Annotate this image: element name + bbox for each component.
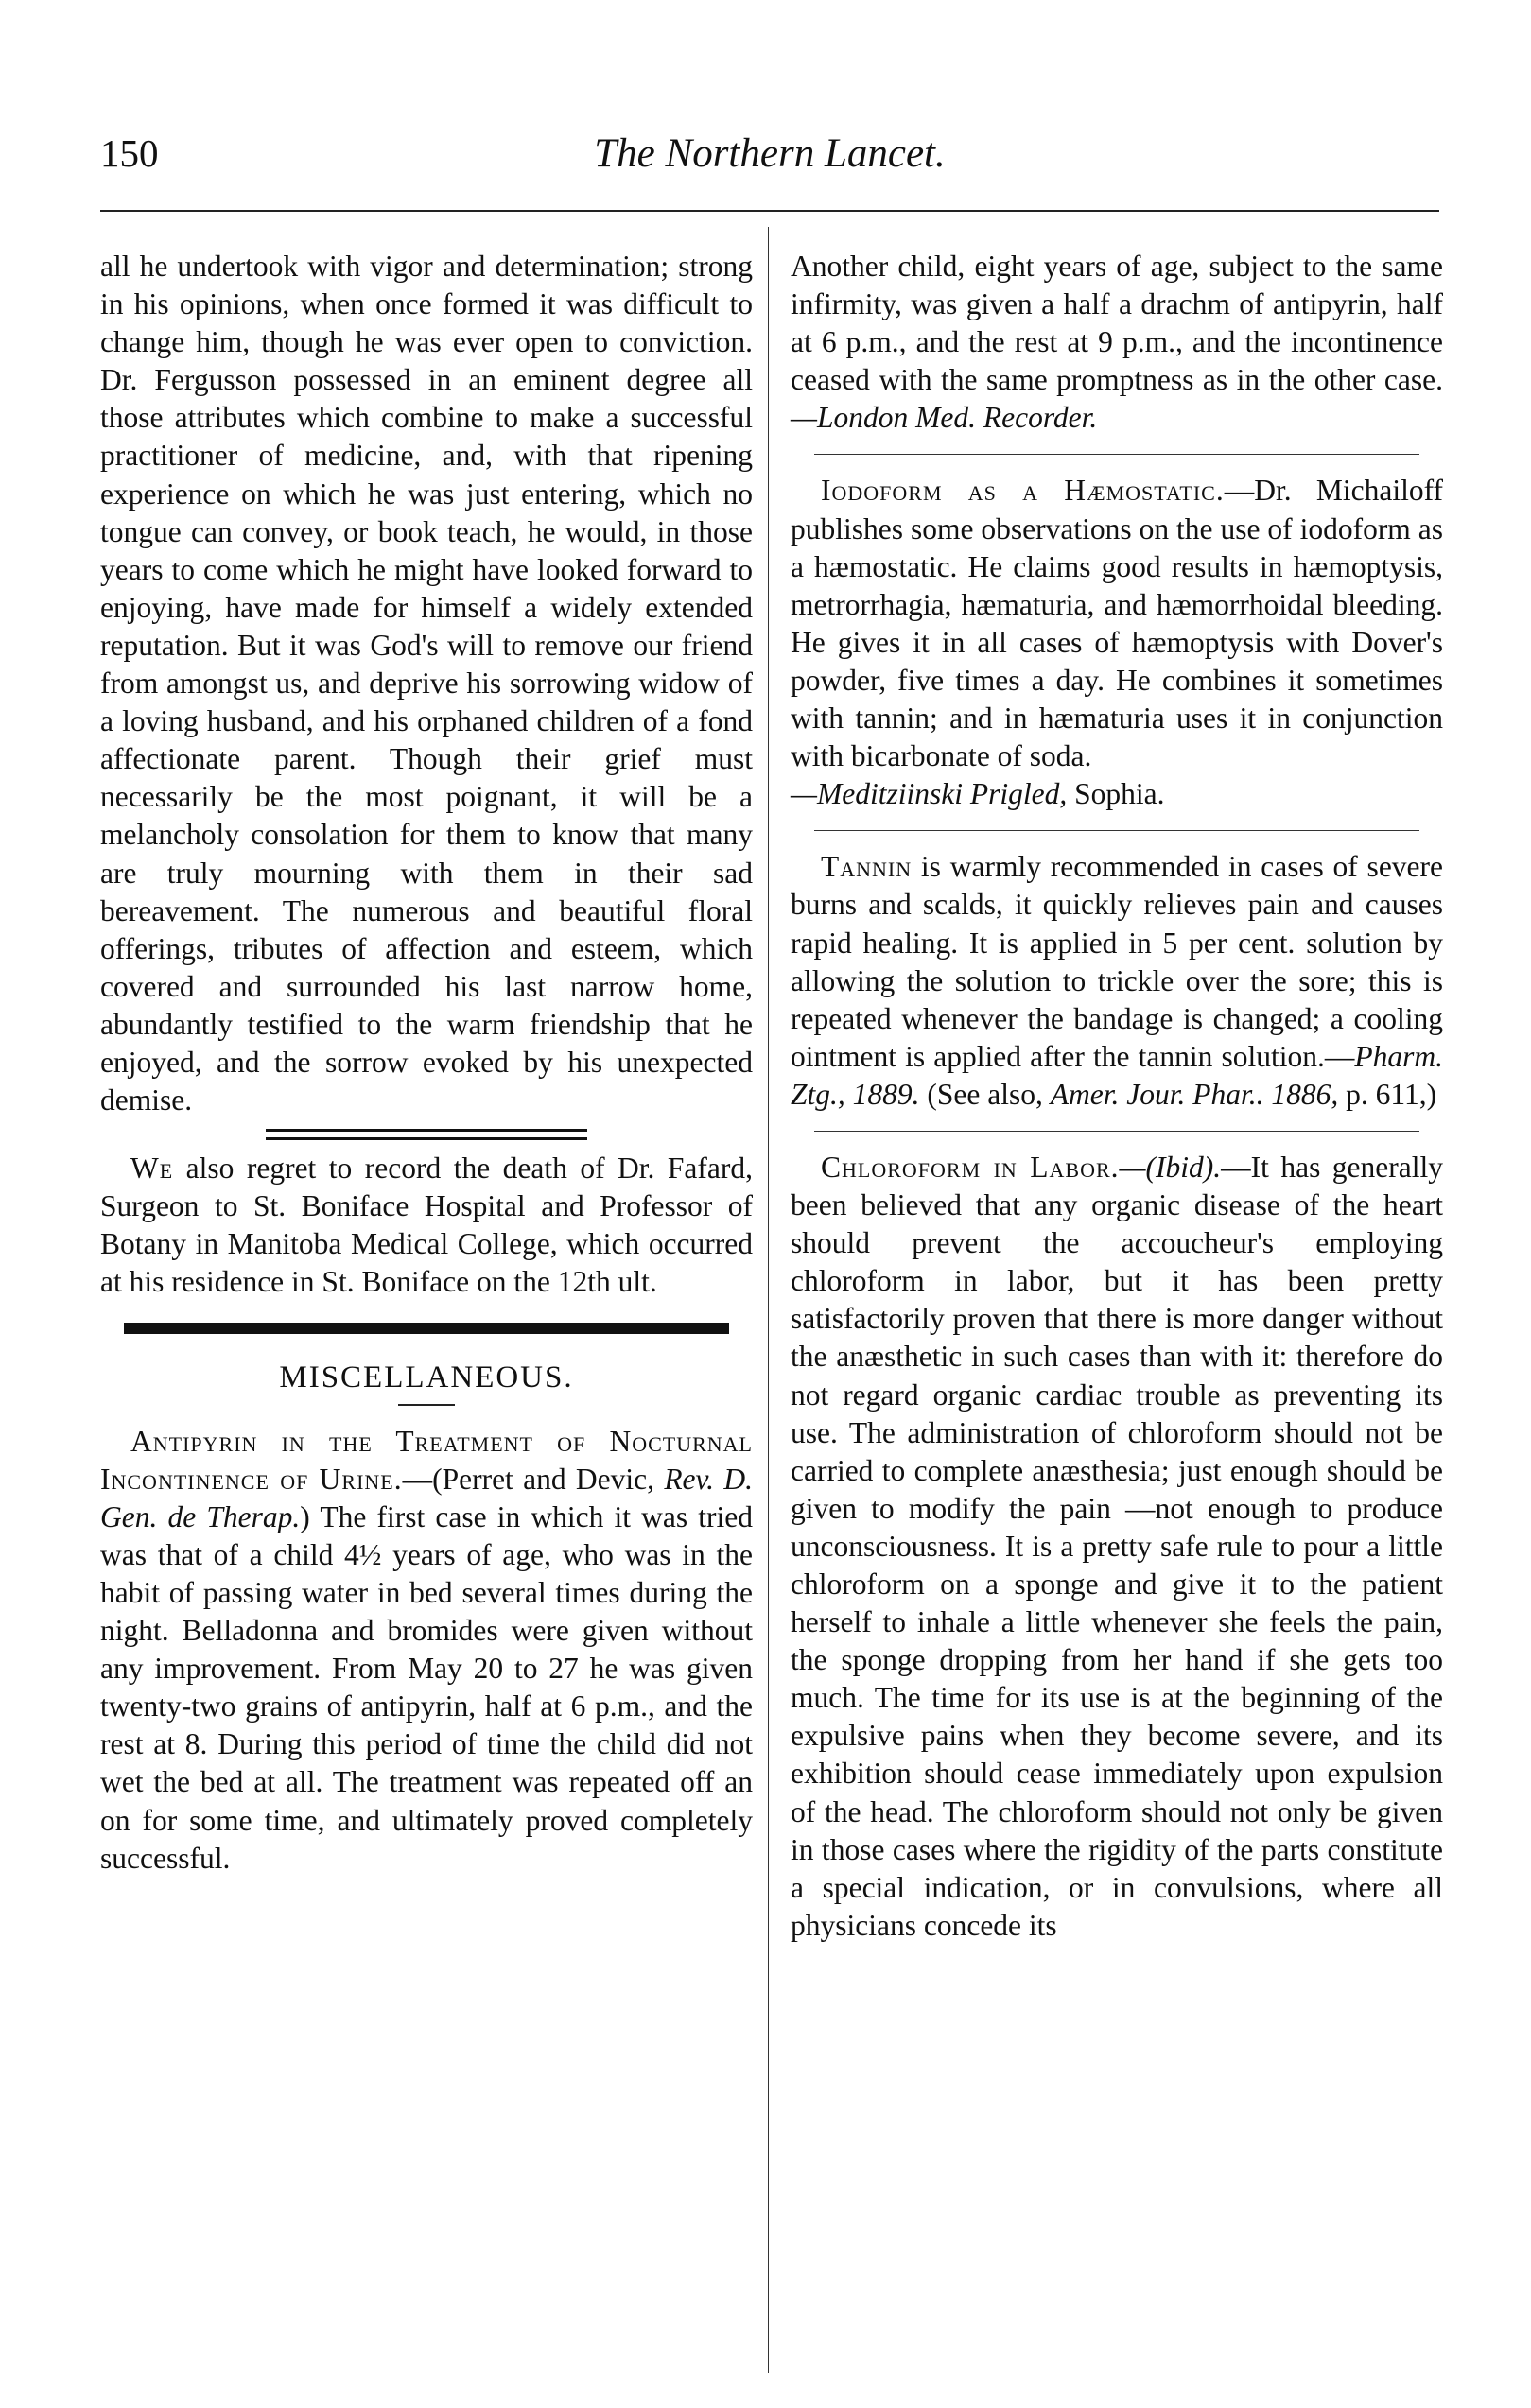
article-rule: [814, 454, 1419, 455]
iodoform-reference-journal: —Meditziinski Prigled,: [791, 777, 1068, 811]
iodoform-article: [791, 472, 1443, 813]
chloroform-title: Chloroform in Labor.: [821, 1150, 1120, 1184]
chloroform-article: [791, 1149, 1443, 1945]
antipyrin-reference: —London Med. Recorder.: [791, 401, 1098, 435]
iodoform-reference-place: Sophia.: [1067, 777, 1165, 811]
chloroform-body: —It has generally been believed that any organic disease of the heart should prevent the accoucheur's employing chloroform in labor, but it has been pretty satisfactorily proven that there is more danger without the anæsthetic in such cases than with it: therefore do not regard organic cardiac trouble as preventing its use. The administration of chloroform should not be carried to complete anæsthesia; just enough should be given to modify the pain —not enough to produce unconsciousness. It is a pretty safe rule to pour a little chloroform on a sponge and give it to the patient herself to inhale a little whenever she feels the pain, the sponge dropping from her hand if she gets too much. The time for its use is at the beginning of the expulsive pains when they become severe, and its exhibition should cease immediately upon expulsion of the head. The chloroform should not only be given in those cases where the rigidity of the parts constitute a special indication, or in convulsions, where all physicians concede its: [791, 1150, 1443, 1942]
iodoform-body: —Dr. Michailoff publishes some observations on the use of iodoform as a hæmostatic. He claims good results in hæmoptysis, metrorrhagia, hæmaturia, and hæmorrhoidal bleeding. He gives it in all cases of hæmoptysis with Dover's powder, five times a day. He combines it sometimes with tannin; and in hæmaturia uses it in conjunction with bicarbonate of soda.: [791, 474, 1443, 773]
antipyrin-title: Antipyrin in the Treatment of Nocturnal Incontinence of Urine.: [100, 1424, 753, 1496]
tannin-reference-2: Amer. Jour. Phar.. 1886,: [1050, 1077, 1339, 1111]
section-heading: MISCELLANEOUS.: [279, 1360, 574, 1395]
chloroform-reference: —(Ibid).: [1119, 1150, 1222, 1184]
left-column: [100, 248, 753, 1878]
page-number: 150: [100, 131, 159, 175]
antipyrin-source-journal: Rev. D. Gen. de Therap.: [100, 1462, 753, 1533]
header-rule: [100, 210, 1439, 212]
antipyrin-body: The first case in which it was tried was that of a child 4½ years of age, who was in the habit of passing water in bed several times during the night. Belladonna and bromides were given without any improvement. From May 20 to 27 he was given twenty-two grains of antipyrin, half at 6 p.m., and the rest at 8. During this period of time the child did not wet the bed at all. The treatment was repeated off an on for some time, and ultimately proved completely successful.: [100, 1499, 753, 1875]
double-rule-divider: [266, 1129, 587, 1140]
tannin-body: is warmly recommended in cases of severe burns and scalds, it quickly relieves pain and causes rapid healing. It is applied in 5 per cent. solution by allowing the solution to trickle over the sore; this is repeated whenever the bandage is changed; a cooling ointment is applied after the tannin solution.—: [791, 850, 1443, 1073]
tannin-reference-end: p. 611,): [1338, 1077, 1437, 1111]
tannin-article: [791, 848, 1443, 1114]
column-divider: [768, 227, 769, 2373]
tannin-reference-1: Pharm. Ztg., 1889.: [791, 1039, 1443, 1111]
antipyrin-continuation: [791, 248, 1443, 437]
iodoform-title: Iodoform as a Hæmostatic.: [821, 474, 1225, 508]
antipyrin-cont-text: Another child, eight years of age, subject to the same infirmity, was given a half a drachm of antipyrin, half at 6 p.m., and the rest at 9 p.m., and the incontinence ceased with the same promptness as in the other case.: [791, 250, 1443, 397]
fafard-text: also regret to record the death of Dr. Fafard, Surgeon to St. Boniface Hospital and Professor of Botany in Manitoba Medical College, which occurred at his residence in St. Boniface on the 12th ult.: [100, 1152, 753, 1299]
tannin-reference-mid: (See also,: [919, 1077, 1051, 1111]
antipyrin-article: [100, 1423, 753, 1878]
page-header: [100, 123, 1439, 189]
section-dash: [398, 1404, 455, 1406]
running-title: The Northern Lancet.: [594, 131, 946, 176]
tannin-title: Tannin: [821, 850, 913, 884]
heavy-rule-divider: [124, 1323, 729, 1334]
article-rule: [814, 1131, 1419, 1132]
antipyrin-source-pre: —(Perret and Devic,: [402, 1462, 665, 1496]
article-rule: [814, 830, 1419, 831]
right-column: [791, 248, 1443, 1945]
obituary-paragraph: all he undertook with vigor and determination; strong in his opinions, when once formed it was difficult to change him, though he was ever open to conviction. Dr. Fergusson possessed in an eminent degree all those attributes which combine to make a successful practitioner of medicine, and, with that ripening experience on which he was just entering, which no tongue can convey, or book teach, he would, in those years to come which he might have looked forward to enjoying, have made for himself a widely extended reputation. But it was God's will to remove our friend from amongst us, and deprive his sorrowing widow of a loving husband, and his orphaned children of a fond affectionate parent. Though their grief must necessarily be the most poignant, it will be a melancholy consolation for them to know that many are truly mourning with them in their sad bereavement. The numerous and beautiful floral offerings, tributes of affection and esteem, which covered and surrounded his last narrow home, abundantly testified to the warm friendship that he enjoyed, and the sorrow evoked by his unexpected demise.: [100, 250, 753, 1117]
fafard-notice: [100, 1150, 753, 1301]
fafard-lead: We: [130, 1152, 174, 1186]
antipyrin-source-post: ): [300, 1499, 310, 1533]
